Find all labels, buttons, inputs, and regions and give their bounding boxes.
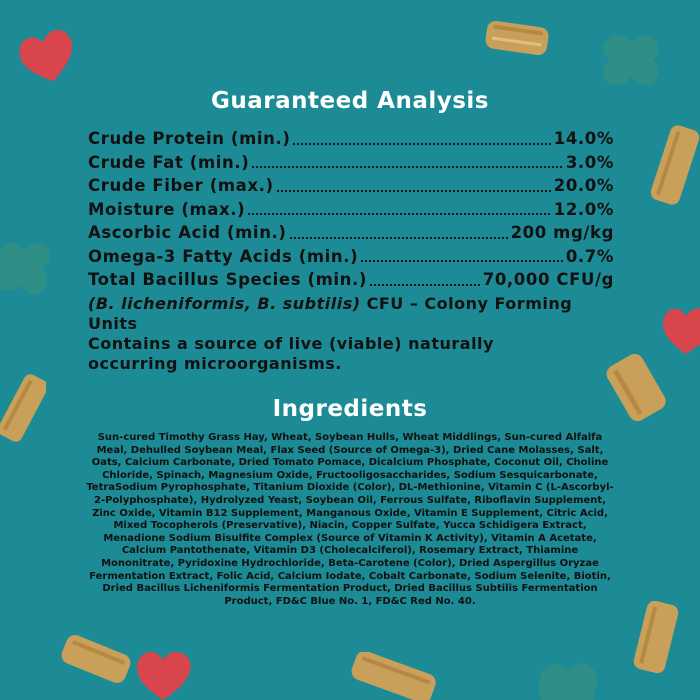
analysis-row-ascorbic-acid (88, 221, 614, 245)
cfu-note (88, 294, 614, 374)
ingredients-list: Sun-cured Timothy Grass Hay, Wheat, Soybean Hulls, Wheat Middlings, Sun-cured Alfalfa Meal, Dehulled Soybean Meal, Flax Seed (Source of Omega-3), Dried Cane Molasses, Salt, Oats, Calcium Carbonate, Dried Tomato Pomace, Dicalcium Phosphate, Coconut Oil, Choline Chloride, Spinach, Magnesium Oxide, Fructooligosaccharides, Sodium Sesquicarbonate, TetraSodium Pyrophosphate, Titanium Dioxide (Color), DL-Methionine, Vitamin C (L-Ascorbyl-2-Polyphosphate), Hydrolyzed Yeast, Soybean Oil, Ferrous Sulfate, Riboflavin Supplement, Zinc Oxide, Vitamin B12 Supplement, Manganous Oxide, Vitamin E Supplement, Citric Acid, Mixed Tocopherols (Preservative), Niacin, Copper Sulfate, Yucca Schidigera Extract, Menadione Sodium Bisulfite Complex (Source of Vitamin K Activity), Vitamin A Acetate, Calcium Pantothenate, Vitamin D3 (Cholecalciferol), Rosemary Extract, Thiamine Mononitrate, Pyridoxine Hydrochloride, Beta-Carotene (Color), Dried Aspergillus Oryzae Fermentation Extract, Folic Acid, Calcium Iodate, Cobalt Carbonate, Sodium Selenite, Biotin, Dried Bacillus Licheniformis Fermentation Product, Dried Bacillus Subtilis Fermentation Product, FD&C Blue No. 1, FD&C Red No. 40. (86, 432, 614, 607)
leader-dots (247, 212, 551, 216)
heart-treat-right (656, 300, 700, 360)
cfu-note-line-1 (88, 294, 614, 334)
leader-dots (276, 189, 552, 193)
cfu-definition: CFU – Colony Forming Units (88, 293, 573, 333)
analysis-row-crude-protein (88, 127, 614, 151)
ingredients-title: Ingredients (272, 396, 428, 422)
bacillus-species: (B. licheniformis, B. subtilis) (88, 293, 361, 313)
leader-dots (369, 283, 481, 287)
green-treat-bottom-right (534, 656, 604, 700)
analysis-row-bacillus (88, 268, 614, 292)
green-treat-left (0, 232, 54, 300)
guaranteed-analysis-title: Guaranteed Analysis (210, 88, 489, 114)
pellet-treat-bottom-left (56, 630, 136, 688)
analysis-value: 3.0% (565, 152, 614, 172)
leader-dots (251, 165, 563, 169)
analysis-label: Ascorbic Acid (min.) (88, 223, 287, 242)
analysis-value: 12.0% (553, 199, 614, 219)
analysis-row-crude-fiber (88, 174, 614, 198)
leader-dots (292, 142, 551, 146)
heart-treat-bottom-left (130, 640, 196, 700)
analysis-row-omega-3 (88, 245, 614, 269)
pellet-treat-right-upper (650, 120, 700, 210)
cfu-note-line-2: Contains a source of live (viable) naturally (88, 333, 494, 353)
analysis-value: 0.7% (565, 246, 614, 266)
analysis-label: Crude Protein (min.) (88, 129, 291, 148)
analysis-value: 200 mg/kg (510, 223, 614, 242)
analysis-label: Moisture (max.) (88, 199, 246, 219)
guaranteed-analysis-table (88, 127, 614, 374)
leader-dots (360, 259, 564, 263)
analysis-row-crude-fat (88, 151, 614, 175)
green-treat-top-right (596, 26, 668, 92)
analysis-label: Total Bacillus Species (min.) (88, 270, 368, 289)
pellet-treat-bottom-center (346, 652, 442, 700)
heart-treat-top-left (14, 24, 80, 90)
analysis-row-moisture (88, 198, 614, 222)
analysis-value: 20.0% (553, 176, 614, 195)
analysis-value: 14.0% (553, 129, 614, 148)
leader-dots (289, 236, 509, 240)
pellet-treat-bottom-right (628, 596, 684, 678)
cfu-note-line-3: occurring microorganisms. (88, 353, 342, 373)
analysis-label: Crude Fiber (max.) (88, 176, 274, 195)
analysis-value: 70,000 CFU/g (482, 270, 614, 289)
analysis-label: Omega-3 Fatty Acids (min.) (88, 246, 359, 266)
pellet-treat-top-center (482, 18, 552, 58)
analysis-label: Crude Fat (min.) (88, 152, 250, 172)
